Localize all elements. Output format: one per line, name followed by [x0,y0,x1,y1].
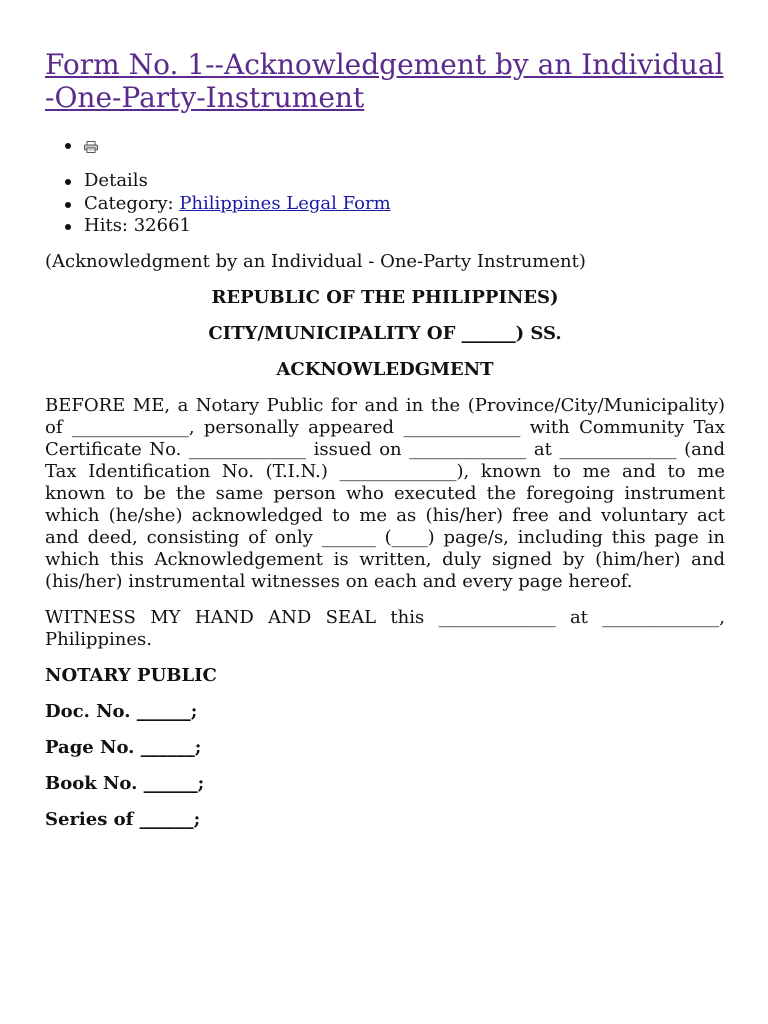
notary-public-label: NOTARY PUBLIC [45,665,217,686]
category-link[interactable]: Philippines Legal Form [179,192,391,214]
witness-paragraph: WITNESS MY HAND AND SEAL this _____________ at _____________, Philippines. [45,607,725,650]
acknowledgment-paragraph: BEFORE ME, a Notary Public for and in the (Province/City/Municipality) of _____________, personally appeared _____________ with Community Tax Certificate No. _____________ issued on _____________ at _____________ (and Tax Identification No. (T.I.N.) _____________), known to me and to me known to be the same person who executed the foregoing instrument which (he/she) acknowledged to me as (his/her) free and voluntary act and deed, consisting of only ______ (____) page/s, including this page in which this Acknowledgement is written, duly signed by (him/her) and (his/her) instrumental witnesses on each and every page hereof. [45,395,725,592]
details-label: Details [45,170,391,193]
print-item [45,134,98,156]
category-item [45,193,391,216]
republic-line: REPUBLIC OF THE PHILIPPINES) [211,287,559,308]
page-no-line: Page No. ______; [45,737,202,758]
series-line: Series of ______; [45,809,201,830]
city-line: CITY/MUNICIPALITY OF ______) SS. [208,323,562,344]
category-label: Category: [84,192,180,214]
book-no-line: Book No. ______; [45,773,205,794]
printer-icon[interactable] [84,138,98,150]
title-link[interactable]: Form No. 1--Acknowledgement by an Individual -One-Party-Instrument [45,48,724,114]
article-info [45,170,391,238]
document-subtitle: (Acknowledgment by an Individual - One-Party Instrument) [45,251,586,272]
doc-no-line: Doc. No. ______; [45,701,198,722]
document-body [45,251,725,845]
print-list [45,134,98,156]
page-title [45,48,735,114]
acknowledgment-heading: ACKNOWLEDGMENT [276,359,494,380]
hits-count: Hits: 32661 [45,215,391,238]
